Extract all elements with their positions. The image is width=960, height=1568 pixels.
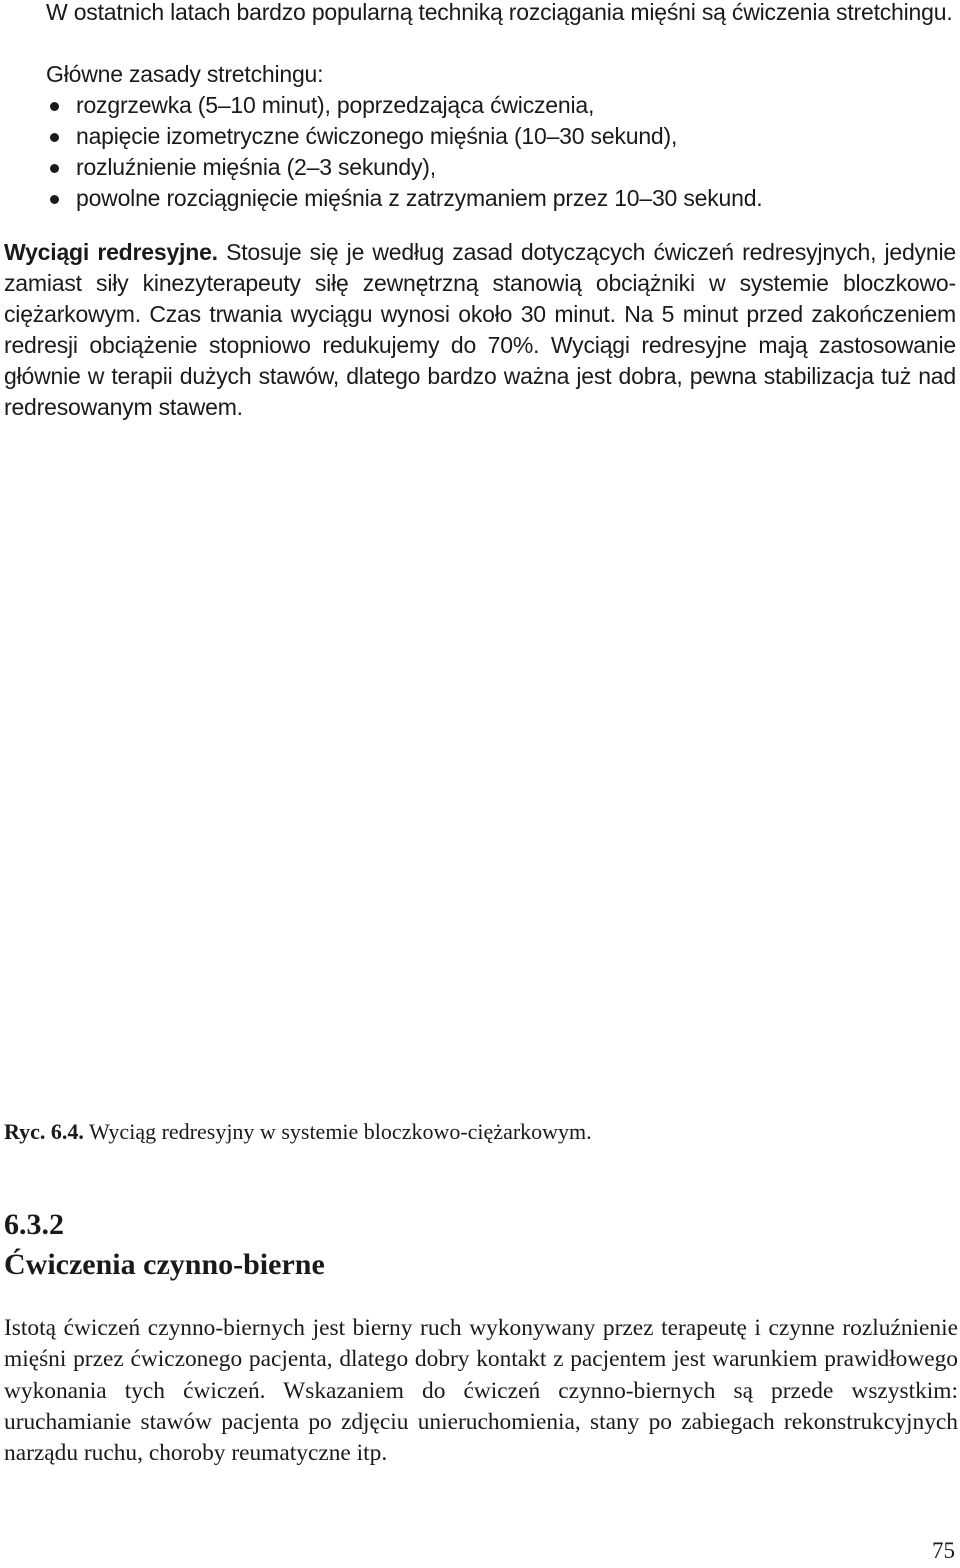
list-item-text: powolne rozciągnięcie mięśnia z zatrzymaniem przez 10–30 sekund. [76,185,763,211]
figure-caption [4,1118,592,1146]
section-number: 6.3.2 [4,1208,64,1241]
figure-label: Ryc. 6.4. [4,1119,84,1144]
list-item [4,121,956,152]
intro-paragraph: W ostatnich latach bardzo popularną techniką rozciągania mięśni są ćwiczenia stretchingu. [46,0,953,25]
section-title: Ćwiczenia czynno-bierne [4,1248,325,1281]
traction-title: Wyciągi redresyjne. [4,239,218,265]
list-item [4,152,956,183]
list-item [4,183,956,214]
figure-area [4,440,956,1100]
list-item [4,90,956,121]
stretching-rules [4,59,956,214]
traction-paragraph [4,237,956,423]
list-item-text: rozluźnienie mięśnia (2–3 sekundy), [76,154,436,180]
stretching-list [4,90,956,214]
list-item-text: rozgrzewka (5–10 minut), poprzedzająca ćwiczenia, [76,92,595,118]
bullet-icon [50,195,59,204]
stretching-heading: Główne zasady stretchingu: [46,61,324,87]
section-body: Istotą ćwiczeń czynno-biernych jest bierny ruch wykonywany przez terapeutę i czynne rozluźnienie mięśni przez ćwiczonego pacjenta, dlatego dobry kontakt z pacjentem jest warunkiem prawidłowego wykonania tych ćwiczeń. Wskazaniem do ćwiczeń czynno-biernych są przede wszystkim: uruchamianie stawów pacjenta po zdjęciu unieruchomienia, stany po zabiegach rekonstrukcyjnych narządu ruchu, choroby reumatyczne itp. [4,1315,958,1467]
bullet-icon [50,102,59,111]
figure-caption-text: Wyciąg redresyjny w systemie bloczkowo-ciężarkowym. [83,1119,592,1144]
page-number: 75 [932,1538,955,1563]
bullet-icon [50,133,59,142]
bullet-icon [50,164,59,173]
traction-text: Stosuje się je według zasad dotyczących ćwiczeń redresyjnych, jedynie zamiast siły kinezyterapeuty siłę zewnętrzną stanowią obciążniki w systemie bloczkowo-ciężarkowym. Czas trwania wyciągu wynosi około 30 minut. Na 5 minut przed zakończeniem redresji obciążenie stopniowo redukujemy do 70%. Wyciągi redresyjne mają zastosowanie głównie w terapii dużych stawów, dlatego bardzo ważna jest dobra, pewna stabilizacja tuż nad redresowanym stawem. [4,239,957,420]
list-item-text: napięcie izometryczne ćwiczonego mięśnia (10–30 sekund), [76,123,678,149]
